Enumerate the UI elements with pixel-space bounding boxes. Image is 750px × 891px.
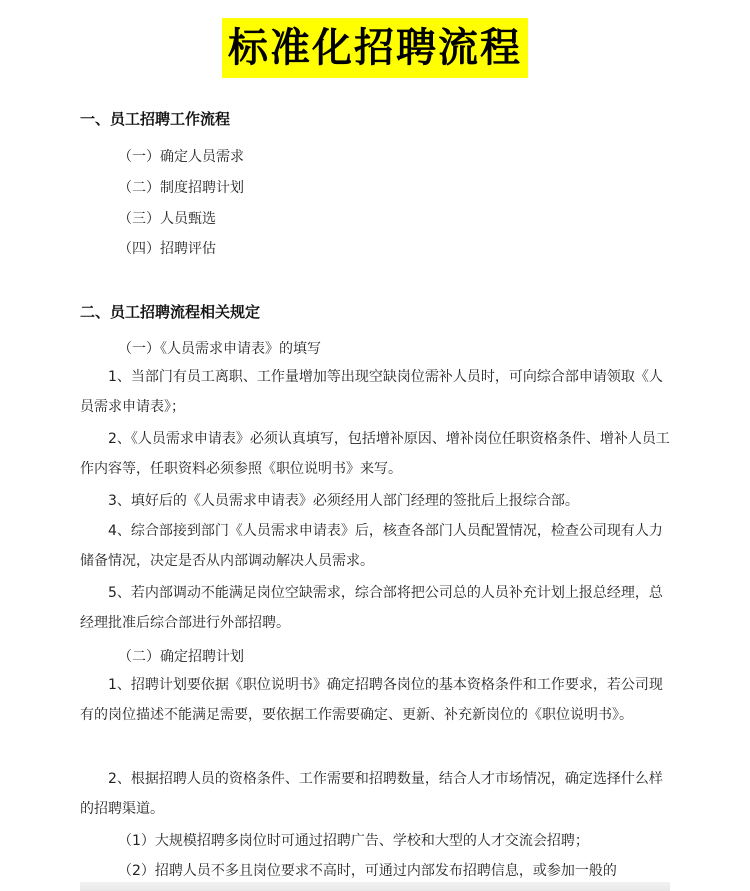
document-title: 标准化招聘流程 bbox=[222, 18, 528, 78]
paragraph: 5、若内部调动不能满足岗位空缺需求，综合部将把公司总的人员补充计划上报总经理，总经理批准后综合部进行外部招聘。 bbox=[80, 585, 663, 631]
section-2-heading: 二、员工招聘流程相关规定 bbox=[80, 303, 261, 321]
paragraph: 4、综合部接到部门《人员需求申请表》后，核查各部门人员配置情况，检查公司现有人力储备情况，决定是否从内部调动解决人员需求。 bbox=[80, 523, 663, 569]
paragraph: 3、填好后的《人员需求申请表》必须经用人部门经理的签批后上报综合部。 bbox=[108, 493, 579, 509]
section-1-item: （一）确定人员需求 bbox=[118, 149, 244, 165]
subsection-1-title: （一）《人员需求申请表》的填写 bbox=[118, 341, 321, 357]
paragraph: 1、当部门有员工离职、工作量增加等出现空缺岗位需补人员时，可向综合部申请领取《人员需求申请表》； bbox=[80, 369, 663, 415]
subsection-2-title: （二）确定招聘计划 bbox=[118, 649, 244, 665]
paragraph: 2、《人员需求申请表》必须认真填写，包括增补原因、增补岗位任职资格条件、增补人员工作内容等，任职资料必须参照《职位说明书》来写。 bbox=[80, 431, 670, 477]
paragraph: 2、根据招聘人员的资格条件、工作需要和招聘数量，结合人才市场情况，确定选择什么样的招聘渠道。 bbox=[80, 771, 663, 817]
section-1-item: （二）制度招聘计划 bbox=[118, 180, 244, 196]
paragraph: （2）招聘人员不多且岗位要求不高时，可通过内部发布招聘信息，或参加一般的 bbox=[118, 863, 617, 879]
section-1-item: （四）招聘评估 bbox=[118, 241, 216, 257]
section-1-item: （三）人员甄选 bbox=[118, 211, 216, 227]
title-wrap bbox=[0, 18, 750, 78]
page-bottom-shade bbox=[80, 882, 670, 891]
paragraph: 1、招聘计划要依据《职位说明书》确定招聘各岗位的基本资格条件和工作要求，若公司现有的岗位描述不能满足需要，要依据工作需要确定、更新、补充新岗位的《职位说明书》。 bbox=[80, 677, 663, 723]
paragraph: （1）大规模招聘多岗位时可通过招聘广告、学校和大型的人才交流会招聘； bbox=[118, 833, 589, 849]
section-1-heading: 一、员工招聘工作流程 bbox=[80, 110, 231, 128]
